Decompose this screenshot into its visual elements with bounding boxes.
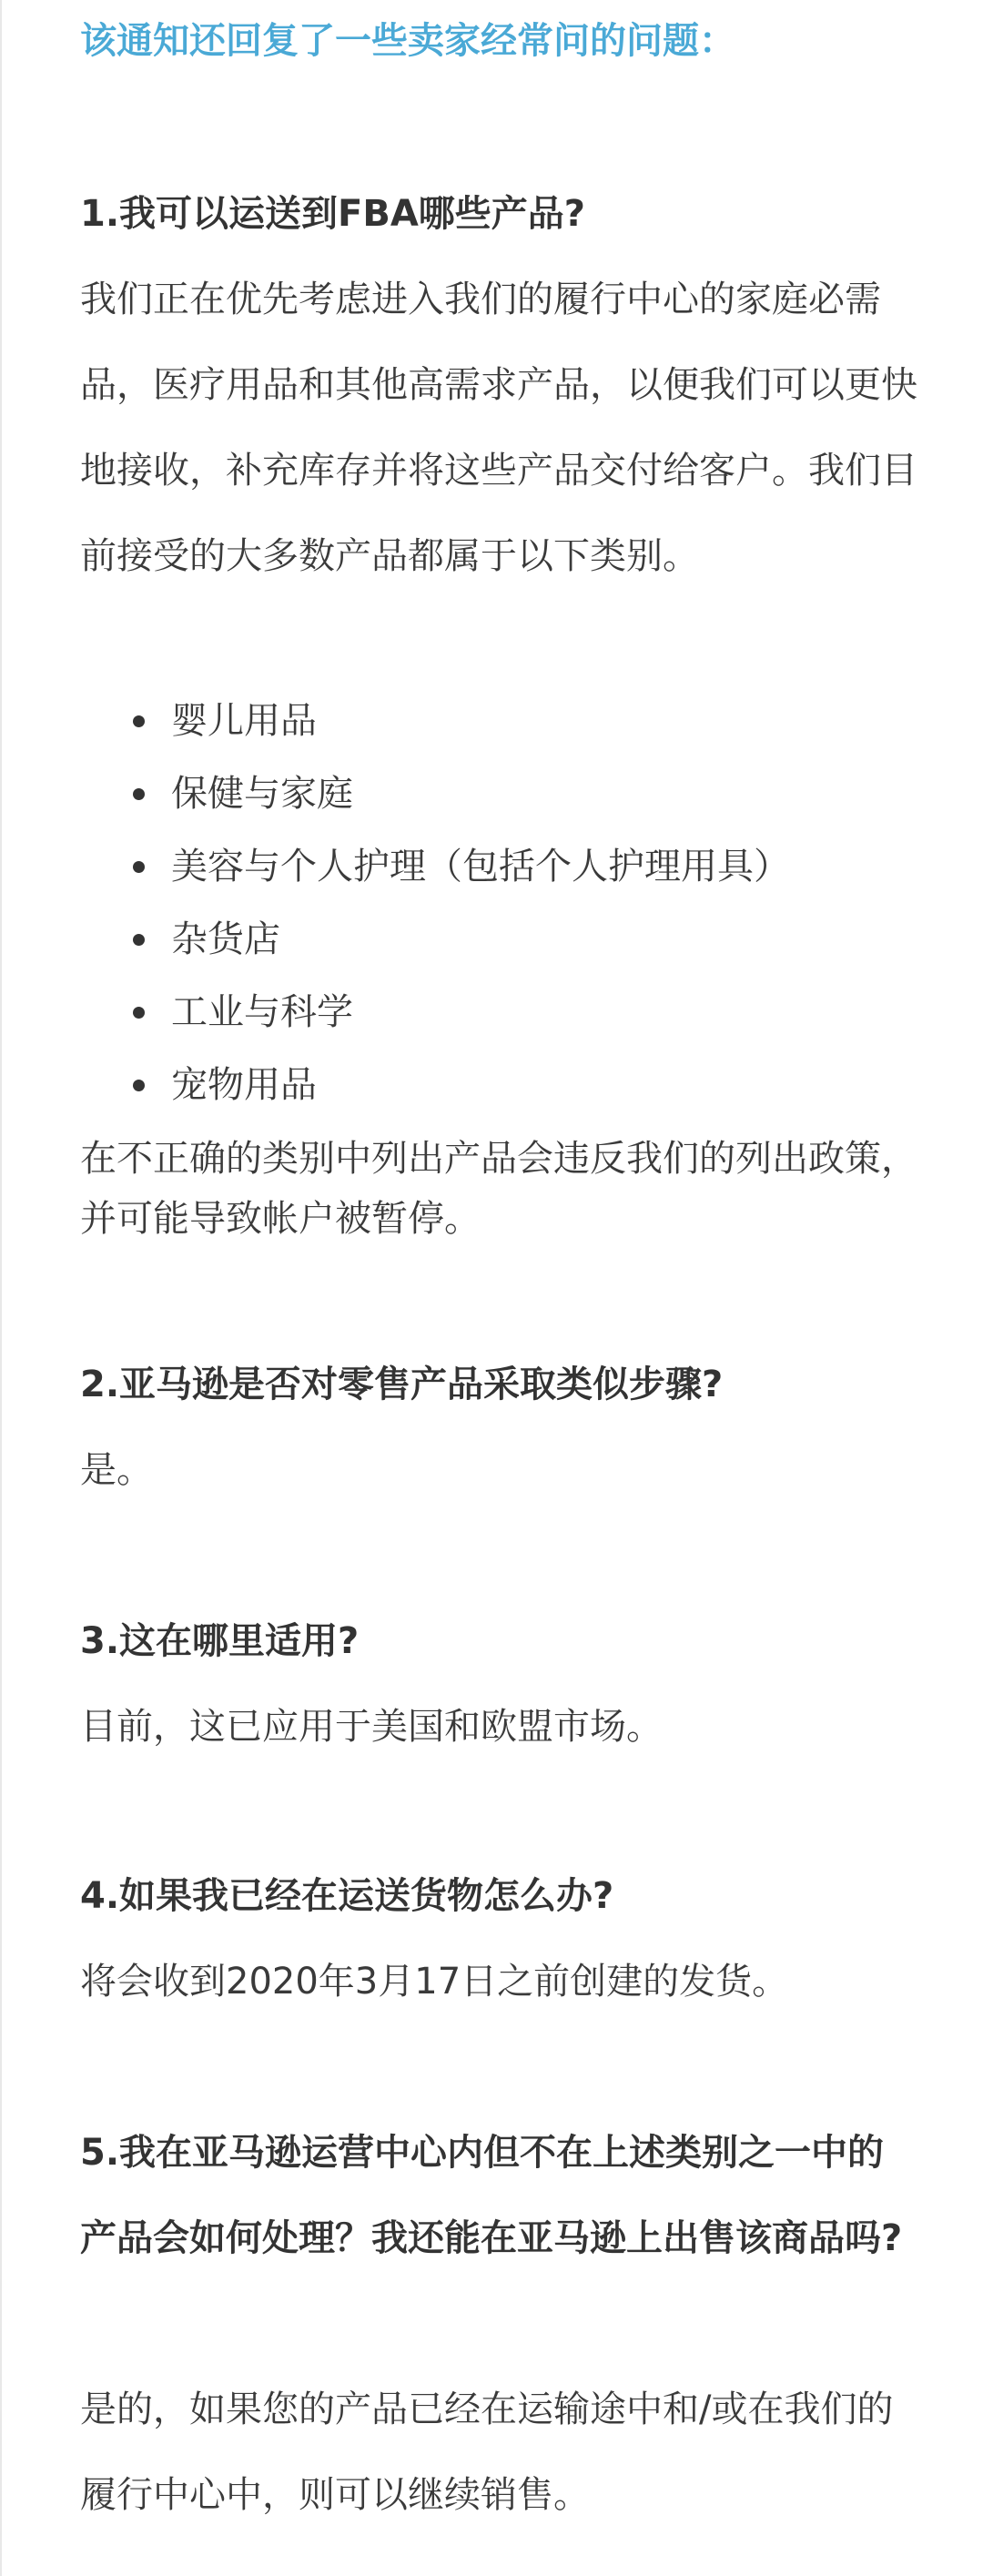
bullet-icon	[133, 715, 145, 727]
faq-question-4: 4.如果我已经在运送货物怎么办?	[80, 1875, 614, 1917]
faq-question-5: 5.我在亚马逊运营中心内但不在上述类别之一中的产品会如何处理？我还能在亚马逊上出售该商品吗?	[80, 2132, 903, 2259]
category-label: 美容与个人护理（包括个人护理用具）	[171, 846, 790, 887]
intro-heading: 该通知还回复了一些卖家经常问的问题：	[80, 20, 735, 62]
faq-note-1: 在不正确的类别中列出产品会违反我们的列出政策，并可能导致帐户被暂停。	[80, 1138, 917, 1240]
bullet-icon	[133, 788, 145, 800]
faq-question-3: 3.这在哪里适用?	[80, 1620, 360, 1662]
category-label: 宠物用品	[171, 1064, 317, 1106]
list-item	[80, 757, 917, 830]
faq-question-1: 1.我可以运送到FBA哪些产品?	[80, 193, 585, 235]
faq-answer-5: 是的，如果您的产品已经在运输途中和/或在我们的履行中心中，则可以继续销售。	[80, 2388, 894, 2516]
list-item	[80, 830, 917, 903]
faq-question-2: 2.亚马逊是否对零售产品采取类似步骤?	[80, 1364, 724, 1405]
category-label: 婴儿用品	[171, 700, 317, 742]
bullet-icon	[133, 1080, 145, 1091]
bullet-icon	[133, 861, 145, 873]
faq-answer-1: 我们正在优先考虑进入我们的履行中心的家庭必需品，医疗用品和其他高需求产品，以便我们可以更快地接收，补充库存并将这些产品交付给客户。我们目前接受的大多数产品都属于以下类别。	[80, 279, 917, 577]
category-label: 杂货店	[171, 918, 280, 960]
list-item	[80, 685, 917, 757]
list-item	[80, 976, 917, 1049]
bullet-icon	[133, 1007, 145, 1019]
faq-answer-4: 将会收到2020年3月17日之前创建的发货。	[80, 1961, 789, 2003]
list-item	[80, 903, 917, 976]
category-label: 保健与家庭	[171, 773, 353, 815]
list-item	[80, 1049, 917, 1121]
category-label: 工业与科学	[171, 991, 353, 1033]
faq-answer-2: 是。	[80, 1449, 153, 1491]
faq-answer-3: 目前，这已应用于美国和欧盟市场。	[80, 1706, 663, 1748]
category-list	[80, 685, 917, 1121]
bullet-icon	[133, 934, 145, 946]
